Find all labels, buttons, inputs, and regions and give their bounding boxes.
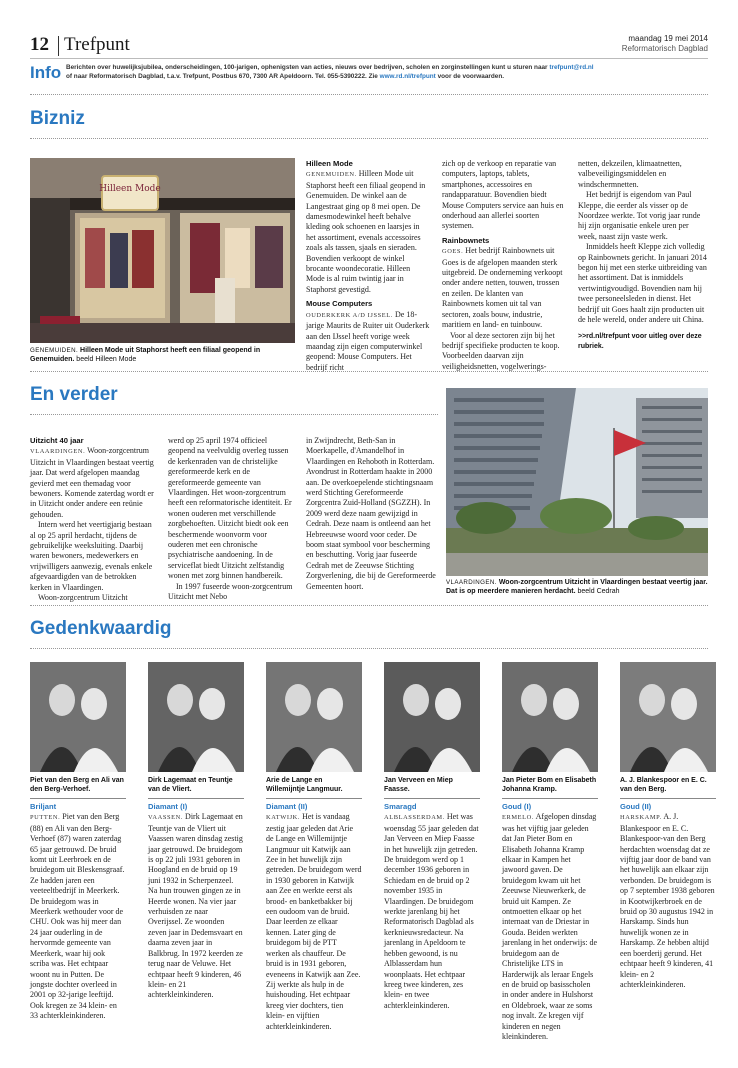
dateline: OUDERKERK A/D IJSSEL.: [306, 311, 393, 319]
couple-caption: Jan Verveen en Miep Faasse.: [384, 777, 453, 793]
jubilee-type: Goud (I): [502, 802, 532, 811]
bizniz-caption: [30, 346, 295, 364]
caption-credit: beeld Cedrah: [577, 588, 620, 595]
couple-divider: [384, 798, 480, 799]
jubilee-type: Diamant (I): [148, 802, 188, 811]
divider: [30, 371, 708, 372]
couple-divider: [620, 798, 716, 799]
couple-caption: Piet van den Berg en Ali van den Berg-Verhoef.: [30, 777, 124, 793]
couple-divider: [266, 798, 362, 799]
dateline: GENEMUIDEN.: [306, 171, 357, 179]
article-text: Het was woensdag 55 jaar geleden dat Jan Verveen en Miep Faasse in het huwelijk zijn getreden. De bruidegom werd op 1 december 1936 geboren in Schiedam en de bruid op 2 november 1935 in Vlaardingen. De bruidegom werkte jarenlang bij het Reformatorisch Dagblad als kerknieuwsredacteur. Na jarenlang in Apeldoorn te hebben gewoond, is nu Alblasserdam hun woonplaats. Het echtpaar kreeg twee kinderen, zes klein- en twee achterkleinkinderen.: [384, 812, 479, 1010]
couple-article: [30, 802, 126, 1022]
caption-place: GENEMUIDEN.: [30, 347, 79, 354]
header-paper: Reformatorisch Dagblad: [621, 44, 708, 53]
caption-place: VLAARDINGEN.: [446, 579, 497, 586]
jubilee-type: Goud (II): [620, 802, 652, 811]
gedenkwaardig-heading: Gedenkwaardig: [30, 618, 172, 639]
couple-photo: [30, 662, 126, 772]
article-text: in Zwijndrecht, Beth-San in Moerkapelle, d'Amandelhof in Vlaardingen en Rehoboth in Rotterdam. Avondrust in Rotterdam haakte in 2000 aan. De overkoepelende stichtingsnaam werd Stichting Gereformeerde Zorgcentra Zuid-Holland (SGZZH). In 2009 werd deze naam gewijzigd in Cedrah. Deze naam is ontleend aan het Hebreeuwse woord voor ceder. De boom staat symbool voor bescherming en beschutting. Vorig jaar fuseerde Cedrah met de Zeeuwse Stichting Zorgverlening, die bij de Gereformeerde Gemeenten hoort.: [306, 436, 436, 591]
couple-photo: [148, 662, 244, 772]
couple-photo: [502, 662, 598, 772]
couple-article: [502, 802, 598, 1042]
divider: [30, 138, 708, 139]
info-text: [66, 64, 710, 81]
dateline: KATWIJK.: [266, 814, 301, 822]
article-text: Piet van den Berg (88) en Ali van den Berg-Verhoef (87) waren zaterdag 65 jaar getrouwd. De bruid komt uit Leerbroek en de bruidegom uit Bleskensgraaf. Ze hadden jaren een veeteeltbedrijf in Meerkerk. De bruidegom was in Meerkerk wethouder voor de CHU. Ook was hij meer dan 24 jaar ouderling in de hervormde gemeente van Meerkerk, waar hij ook scriba was. Het echtpaar woont nu in Putten. De jongste dochter overleed in 2001 op 32-jarige leeftijd. Ook kregen ze 34 klein- en 33 achterkleinkinderen.: [30, 812, 125, 1021]
article-heading: Mouse Computers: [306, 299, 373, 309]
couple-caption: Arie de Lange en Willemijntje Langmuur.: [266, 777, 343, 793]
article-text: Dirk Lagemaat en Teuntje van de Vliert uit Vaassen waren dinsdag zestig jaar getrouwd. De bruidegom is op 22 juli 1931 geboren in Hoogland en de bruid op 19 juni 1932 in Scherpenzeel. Na hun trouwen gingen ze in Heerde wonen. Na vier jaar verhuisden ze naar Overijssel. Ze woonden zeven jaar in Dedemsvaart en daarna zeven jaar in Balkbrug. In 1972 keerden ze terug naar de Veluwe. Het echtpaar heeft 9 kinderen, 46 klein- en 21 achterkleinkinderen.: [148, 812, 243, 1000]
divider: [30, 94, 708, 95]
en-verder-column-1: [30, 436, 156, 604]
divider: [30, 605, 708, 606]
caption-credit: beeld Hilleen Mode: [76, 356, 137, 363]
header-date: maandag 19 mei 2014: [628, 34, 708, 43]
info-url-link[interactable]: www.rd.nl/trefpunt: [379, 72, 436, 80]
bizniz-heading: Bizniz: [30, 108, 85, 129]
couple-photo: [620, 662, 716, 772]
page-number: 12: [30, 34, 49, 55]
article-text: A. J. Blankespoor en E. C. Blankespoor-van den Berg herdachten woensdag dat ze vijftig jaar door de band van het huwelijk aan elkaar zijn verbonden. De bruidegom is op 7 september 1938 geboren in Kootwijkerbroek en de bruid op 30 augustus 1942 in Harskamp. Sinds hun huwelijk wonen ze in Harskamp. Ze hebben altijd een boerderij gerund. Het echtpaar heeft 9 kinderen, 41 klein- en 2 achterkleinkinderen.: [620, 812, 715, 989]
couple-divider: [30, 798, 126, 799]
dateline: PUTTEN.: [30, 814, 61, 822]
dateline: HARSKAMP.: [620, 814, 662, 822]
article-text: De 18-jarige Maurits de Ruiter uit Ouderkerk aan den IJssel heeft vorige week maandag zijn eigen computerwinkel geopend: Mouse Computers. Het bedrijf richt: [306, 309, 430, 372]
header-rule: [30, 58, 708, 59]
bizniz-column-2: [442, 159, 566, 372]
couple-divider: [502, 798, 598, 799]
en-verder-heading: En verder: [30, 384, 118, 405]
article-text: werd op 25 april 1974 officieel geopend na veelvuldig overleg tussen de kerkenraden van de christelijke gereformeerde kerk en de gereformeerde gemeente van Vlaardingen. Het woon-zorgcentrum heeft een reformatorische identiteit. Er wonen ouderen met verschillende zorgbehoeften. Uitzicht biedt ook een beschermende woonvorm voor ouderen met een chronische psychiatrische aandoening. In de serviceflat biedt Uitzicht zelfstandig wonen met zorg binnen handbereik.: [168, 436, 292, 581]
couple-article: [148, 802, 244, 1001]
article-text: Het bedrijf is eigendom van Paul Kleppe, die eerder als visser op de Noordzee werkte. Tot vorig jaar runde hij zijn organisatie enkele uren per week, naast zijn vaste werk.: [578, 190, 701, 241]
couple-article: [266, 802, 362, 1032]
dateline: ERMELO.: [502, 814, 535, 822]
article-heading: Uitzicht 40 jaar: [30, 436, 84, 445]
couple-photo: [384, 662, 480, 772]
info-email-link[interactable]: trefpunt@rd.nl: [549, 64, 594, 71]
sign-text-1: Hilleen Mode: [99, 184, 161, 194]
article-text: Afgelopen dinsdag was het vijftig jaar geleden dat Jan Pieter Bom en Elisabeth Johanna Kramp elkaar in Kampen het jawoord gaven. De bruidegom kwam uit het Zeeuwse Nieuwerkerk, de bruid uit Kampen. Ze ontmoetten elkaar op het internaat van de Driestar in Gouda. Beiden werkten jarenlang in het onderwijs: de bruidegom aan de Christelijke LTS in Harderwijk als leraar Engels en de bruid op basisscholen in onder andere in Hulshorst en Oldebroek, waar ze soms nog invalt. Ze kregen vijf kinderen en negen kleinkinderen.: [502, 812, 598, 1041]
article-heading: Rainbownets: [442, 235, 490, 245]
storefront-photo: [30, 158, 295, 343]
couple-article: [384, 802, 480, 1011]
info-label: Info: [30, 63, 62, 82]
divider: [30, 648, 708, 649]
dateline: ALBLASSERDAM.: [384, 814, 445, 822]
article-text: Voor al deze sectoren zijn bij het bedrijf specifieke producten te koop. Voorbeelden daarvan zijn veiligheidsnetten, vogelwerings-: [442, 330, 560, 371]
jubilee-type: Briljant: [30, 802, 57, 811]
caption-bold: Woon-zorgcentrum Uitzicht in Vlaardingen bestaat veertig jaar. Dat is op meerdere manieren herdacht.: [446, 579, 708, 595]
dateline: VAASSEN.: [148, 814, 184, 822]
article-text: Inmiddels heeft Kleppe zich volledig op Rainbownets gericht. In januari 2014 begon hij met een sterke uitbreiding van het assortiment. Dat is inmiddels vertwintigvoudigd. Bovendien nam hij twee personeelsleden in dienst. Het bedrijf uit Goes haalt zijn producten uit de hele wereld, onder andere uit China.: [578, 242, 707, 325]
article-text: Hilleen Mode uit Staphorst heeft een filiaal geopend in Genemuiden. De winkel aan de Langestraat ging op 8 mei open. De damesmodewinkel heeft behalve kleding ook schoenen en laarsjes in het assortiment, evenals accessoires zoals als tassen, sjaals en sieraden. Bovendien verkoopt de winkel brocante woondecoratie. Hilleen Mode is al ruim twintig jaar in Staphorst gevestigd.: [306, 169, 426, 294]
section-title: Trefpunt: [64, 34, 130, 55]
couple-article: [620, 802, 716, 990]
info-line1: Berichten over huwelijksjubilea, onderscheidingen, 100-jarigen, ophenigsten van acties, nieuws over bedrijven, scholen en zorginstellingen kunt u sturen naar: [66, 64, 548, 71]
building-photo: [446, 388, 708, 576]
en-verder-column-3: [306, 436, 436, 592]
article-text: zich op de verkoop en reparatie van computers, laptops, tablets, smartphones, accessoires en randapparatuur. Bovendien biedt Mouse Computers service aan huis en onderhoud aan allerlei soorten systemen.: [442, 159, 564, 231]
couple-divider: [148, 798, 244, 799]
article-text: Woon-zorgcentrum Uitzicht in Vlaardingen bestaat veertig jaar. Dat werd afgelopen maandag gevierd met een themadag voor bewoners. Komende zaterdag wordt er in Uitzicht onder andere een reünie gehouden.: [30, 446, 154, 519]
jubilee-type: Smaragd: [384, 802, 417, 811]
en-verder-caption: [446, 578, 708, 596]
jubilee-type: Diamant (II): [266, 802, 308, 811]
article-heading: Hilleen Mode: [306, 159, 353, 168]
article-text: Intern werd het veertigjarig bestaan al op 25 april herdacht, tijdens de gebruikelijke weeksluiting. Daarbij waren bewoners, medewerkers en vrijwilligers aanwezig, evenals enkele afgevaardigden van de betrokken kerken in Vlaardingen.: [30, 520, 153, 592]
article-text: Het is vandaag zestig jaar geleden dat Arie de Lange en Willemijntje Langmuur uit Katwijk aan Zee in het huwelijk zijn getreden. De bruidegom werd in 1930 geboren in Katwijk aan Zee en werkte eerst als brood- en banketbakker bij een oudoom van de bruid. Daar leerden ze elkaar kennen. Later ging de bruidegom bij de PTT werken als chauffeur. De bruid is in 1931 geboren, eveneens in Katwijk aan Zee. Zij werkte als hulp in de huishouding. Het echtpaar kreeg vier dochters, tien klein- en vijftien achterkleinkinderen.: [266, 812, 362, 1031]
bizniz-column-3: [578, 159, 708, 352]
dateline: VLAARDINGEN.: [30, 448, 86, 456]
couple-photo: [266, 662, 362, 772]
en-verder-column-2: [168, 436, 294, 603]
couple-caption: Dirk Lagemaat en Teuntje van de Vliert.: [148, 777, 233, 793]
rubric-link[interactable]: >>rd.nl/trefpunt voor uitleg over deze rubriek.: [578, 332, 702, 350]
article-text: netten, dekzeilen, klimaatnetten, valbeveiligingsmiddelen en windschermnetten.: [578, 159, 682, 189]
divider: [30, 414, 438, 415]
dateline: GOES.: [442, 248, 464, 256]
bizniz-column-1: [306, 159, 430, 373]
article-text: Het bedrijf Rainbownets uit Goes is de afgelopen maanden sterk uitgebreid. De onderneming verkoopt onder andere netten, touwen, trossen en zeilen. De klanten van Rainbownets komen uit tal van sectoren, zoals bouw, industrie, maritiem en land- en tuinbouw.: [442, 246, 563, 330]
caption-bold: Hilleen Mode uit Staphorst heeft een filiaal geopend in Genemuiden.: [30, 347, 261, 363]
info-line2: of naar Reformatorisch Dagblad, t.a.v. Trefpunt, Postbus 670, 7300 AR Apeldoorn. Tel. 055-5390222. Zie: [66, 72, 378, 80]
header-separator: [58, 36, 59, 56]
couple-caption: A. J. Blankespoor en E. C. van den Berg.: [620, 777, 707, 793]
couple-caption: Jan Pieter Bom en Elisabeth Johanna Kramp.: [502, 777, 597, 793]
info-line2-end: voor de voorwaarden.: [437, 72, 505, 80]
article-text: Woon-zorgcentrum Uitzicht: [38, 593, 128, 603]
article-text: In 1997 fuseerde woon-zorgcentrum Uitzicht met Nebo: [168, 581, 293, 602]
